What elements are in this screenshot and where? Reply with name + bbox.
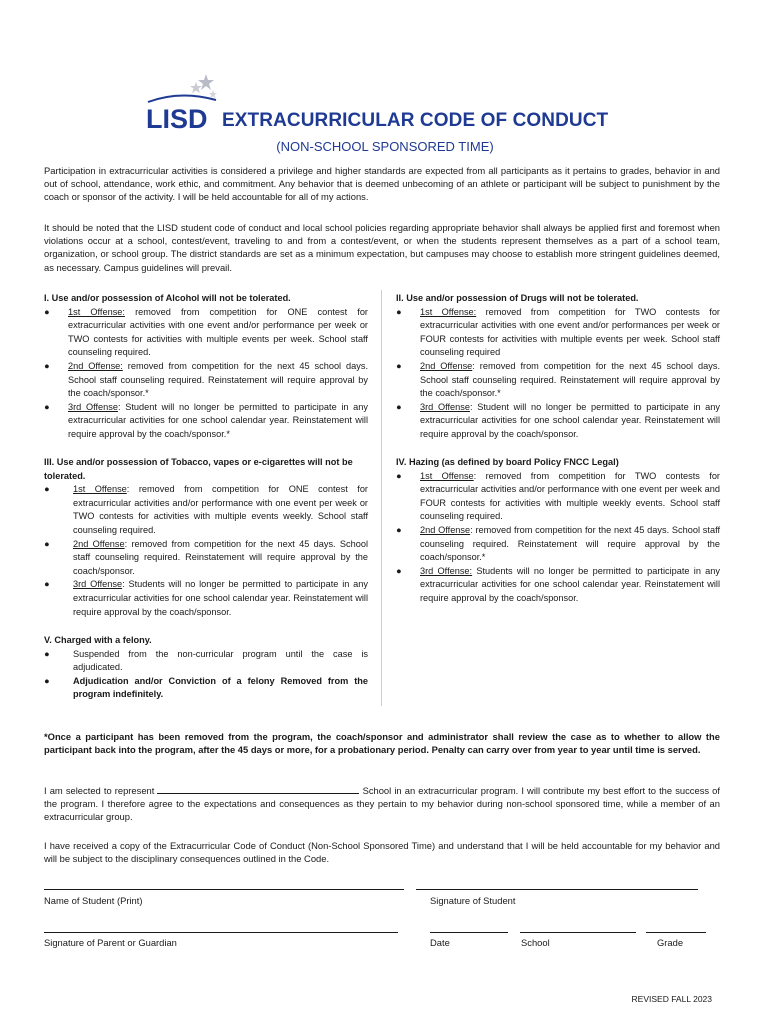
felony-text: Suspended from the non-curricular program until the case is adjudicated. <box>73 648 368 673</box>
offense-label: 2nd Offense <box>73 538 125 549</box>
column-divider <box>381 290 382 706</box>
student-signature-label: Signature of Student <box>430 895 516 906</box>
offense-item: ● 3rd Offense: Students will no longer be permitted to participate in any extracurricular activities for one school calendar year. Reinstatement will require approval by the coach/sponsor. <box>44 579 368 617</box>
section-drugs <box>396 292 720 442</box>
offense-text: Students will no longer be permitted to participate in any extracurricular activities for one school calendar year. Reinstatement will require approval by the coach/sponsor. <box>420 565 720 603</box>
offense-label: 3rd Offense <box>73 579 123 590</box>
grade-label: Grade <box>657 937 684 948</box>
grade-line[interactable] <box>646 932 706 933</box>
agreement-text-start: I am selected to represent <box>44 785 158 796</box>
section-alcohol <box>44 292 368 442</box>
offense-item: ● 3rd Offense: Student will no longer be permitted to participate in any extracurricular activities for one school calendar year. Reinstatement will require approval by the coach/sponsor. <box>396 401 720 439</box>
offense-item: ● 2nd Offense: removed from competition for the next 45 school days. School staff counseling required. Reinstatement will require approval by the coach/sponsor.* <box>396 360 720 399</box>
school-blank-field[interactable] <box>157 784 359 794</box>
intro-paragraph-1: Participation in extracurricular activities is considered a privilege and higher standards are expected from all participants as it pertains to grades, behavior in and out of school, attendance, work ethic, and commitment. Any behavior that is deemed unbecoming of an athlete or participant will be subject to punishment by the coach or sponsor of the activity. I will be held accountable for all of my actions. <box>44 165 720 203</box>
offense-item: ● 2nd Offense: removed from competition for the next 45 school days. School staff counseling required. Reinstatement will require approval by the coach/sponsor.* <box>44 360 369 399</box>
lisd-logo <box>140 72 220 132</box>
logo-text: LISD <box>146 104 208 132</box>
section-heading: II. Use and/or possession of Drugs will not be tolerated. <box>396 293 639 303</box>
offense-item: ● 1st Offense: removed from competition for TWO contests for extracurricular activities with one event and/or performances per week or FOUR contests for activities with multiple events per week. School staff counseling required <box>396 306 720 358</box>
offense-text: removed from competition for the next 45 school days. School staff counseling required. Reinstatement will require approval by the coach/sponsor.* <box>68 360 369 399</box>
page-title: EXTRACURRICULAR CODE OF CONDUCT <box>222 110 609 131</box>
offense-text: : removed from competition for the next 45 days. School staff counseling required. Reinstatement will require approval by the coach/sponsor.* <box>420 524 721 563</box>
school-line[interactable] <box>520 932 636 933</box>
offense-item: ● 3rd Offense: Students will no longer be permitted to participate in any extracurricular activities for one school calendar year. Reinstatement will require approval by the coach/sponsor. <box>396 565 720 603</box>
offense-label: 3rd Offense <box>68 401 118 412</box>
offense-label: 3rd Offense <box>420 401 470 412</box>
date-label: Date <box>430 937 450 948</box>
student-name-label: Name of Student (Print) <box>44 895 143 906</box>
offense-label: 2nd Offense <box>420 360 473 371</box>
offense-text: : removed from competition for the next 45 school days. School staff counseling required. Reinstatement will require approval by the coach/sponsor.* <box>420 360 720 399</box>
section-felony <box>44 634 368 702</box>
probation-note: *Once a participant has been removed from the program, the coach/sponsor and administrator shall review the case as to whether to allow the participant back into the program, after the 45 days or more, for a probationary period. Penalty can carry over from year to year until time is served. <box>44 731 720 756</box>
revision-note: REVISED FALL 2023 <box>631 994 712 1004</box>
offense-item: ● 1st Offense: removed from competition for ONE contest for extracurricular activities with one event and/or performance per week or TWO contests for activities with multiple events per week. School staff counseling required. <box>44 306 368 358</box>
offense-label: 1st Offense: <box>420 306 477 317</box>
school-label: School <box>521 937 550 948</box>
student-name-line[interactable] <box>44 889 404 890</box>
parent-signature-label: Signature of Parent or Guardian <box>44 937 177 948</box>
offense-text: : removed from competition for ONE contest for extracurricular activities and/or performance with one event per week or TWO contests for activities with multiple events weekly. School staff counseling required. <box>73 484 368 535</box>
offense-item: ● 1st Offense: removed from competition for TWO contests for extracurricular activities and/or performance with one event per week and FOUR contests for activities with multiple weekly events. School staff counseling required. <box>396 470 720 522</box>
section-heading: IV. Hazing (as defined by board Policy FNCC Legal) <box>396 457 619 467</box>
section-hazing <box>396 456 720 606</box>
intro-paragraph-2: It should be noted that the LISD student code of conduct and local school policies regarding appropriate behavior shall always be applied first and foremost when violations occur at a school, contest/event, traveling to and from a contest/event, or when the students represent themselves as a part of a school team, organization, or school group. The district standards are set as a minimum expectation, but campuses may choose to establish more stringent guidelines deemed, as necessary. Campus guidelines will prevail. <box>44 222 720 273</box>
felony-item: ● Adjudication and/or Conviction of a felony Removed from the program indefinitely. <box>44 675 368 700</box>
section-tobacco <box>44 456 368 619</box>
offense-text: : Student will no longer be permitted to participate in any extracurricular activities for one school calendar year. Reinstatement will require approval by the coach/sponsor.* <box>68 401 368 439</box>
offense-text: removed from competition for ONE contest for extracurricular activities with one event and/or performance per week or TWO contests for activities with multiple events per week. School staff counseling required. <box>68 306 368 358</box>
page-subtitle: (NON-SCHOOL SPONSORED TIME) <box>276 139 494 154</box>
offense-label: 1st Offense <box>73 484 127 495</box>
offense-label: 2nd Offense: <box>68 360 123 371</box>
offense-item: ● 3rd Offense: Student will no longer be permitted to participate in any extracurricular activities for one school calendar year. Reinstatement will require approval by the coach/sponsor.* <box>44 401 368 439</box>
date-line[interactable] <box>430 932 508 933</box>
felony-text: Adjudication and/or Conviction of a felony Removed from the program indefinitely. <box>73 675 368 700</box>
agreement-paragraph-1 <box>44 784 720 824</box>
offense-item: ● 2nd Offense: removed from competition for the next 45 days. School staff counseling required. Reinstatement will require approval by the coach/sponsor.* <box>396 524 721 563</box>
star-icon <box>190 74 217 98</box>
offense-label: 3rd Offense: <box>420 565 473 576</box>
section-heading: I. Use and/or possession of Alcohol will not be tolerated. <box>44 293 291 303</box>
offense-text: removed from competition for TWO contests for extracurricular activities with one event and/or performances per week or FOUR contests for activities with multiple events per week. School staff counseling required <box>420 306 720 358</box>
parent-signature-line[interactable] <box>44 932 398 933</box>
section-heading: V. Charged with a felony. <box>44 635 152 645</box>
offense-item: ● 1st Offense: removed from competition for ONE contest for extracurricular activities and/or performance with one event per week or TWO contests for activities with multiple events weekly. School staff counseling required. <box>44 484 368 535</box>
offense-label: 2nd Offense <box>420 524 471 535</box>
agreement-paragraph-2: I have received a copy of the Extracurricular Code of Conduct (Non-School Sponsored Time) and understand that I will be held accountable for my behavior and will be subject to the disciplinary consequences outlined in the Code. <box>44 840 720 865</box>
student-signature-line[interactable] <box>416 889 698 890</box>
offense-text: : removed from competition for the next 45 days. School staff counseling required. Reinstatement will require approval by the coach/sponsor. <box>73 538 368 576</box>
felony-item: ● Suspended from the non-curricular program until the case is adjudicated. <box>44 648 368 673</box>
offense-label: 1st Offense <box>420 470 474 481</box>
offense-text: : removed from competition for TWO contests for extracurricular activities and/or performance with one event per week and FOUR contests for activities with multiple weekly events. School staff counseling required. <box>420 470 720 522</box>
offense-item: ● 2nd Offense: removed from competition for the next 45 days. School staff counseling required. Reinstatement will require approval by the coach/sponsor. <box>44 538 368 576</box>
offense-text: : Student will no longer be permitted to participate in any extracurricular activities for one school calendar year. Reinstatement will require approval by the coach/sponsor. <box>420 401 720 439</box>
agreement-text-end: School in an extracurricular program. I will contribute my best effort to the success of the program. I therefore agree to the expectations and consequences as they pertain to my behavior during non-school sponsored time, while a member of an extracurricular group. <box>44 785 720 823</box>
offense-text: : Students will no longer be permitted to participate in any extracurricular activities for one school calendar year. Reinstatement will require approval by the coach/sponsor. <box>73 579 368 617</box>
section-heading: III. Use and/or possession of Tobacco, vapes or e-cigarettes will not be tolerated. <box>44 457 353 481</box>
offense-label: 1st Offense: <box>68 306 125 317</box>
